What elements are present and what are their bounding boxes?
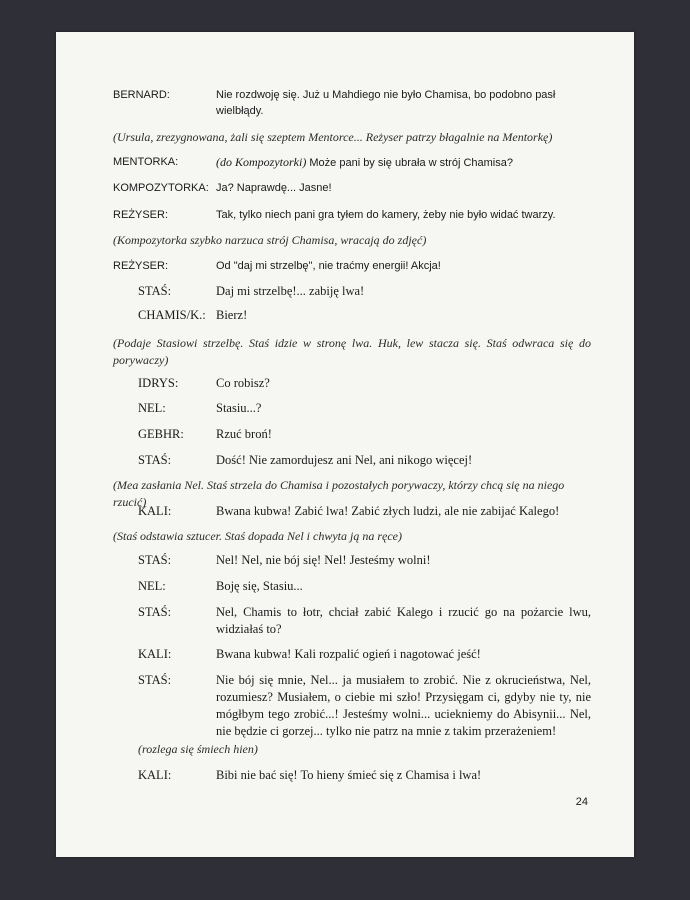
speaker-name: STAŚ: [138,284,172,298]
dialogue-text: Bwana kubwa! Kali rozpalić ogień i nagotować jeść! [216,647,481,661]
speaker-name: REŻYSER: [113,260,169,272]
stage-direction: (Kompozytorka szybko narzuca strój Chamisa, wracają do zdjęć) [113,233,427,247]
speaker-name: KOMPOZYTORKA: [113,182,209,194]
dialogue-text: Daj mi strzelbę!... zabiję lwa! [216,284,365,298]
speaker-name: STAŚ: [138,673,172,687]
stage-direction: (Staś odstawia sztucer. Staś dopada Nel i chwyta ją na ręce) [113,529,402,543]
speaker-name: CHAMIS/K.: [138,308,206,322]
speaker-name: BERNARD: [113,89,170,101]
speaker-name: REŻYSER: [113,209,169,221]
dialogue-text: Ja? Naprawdę... Jasne! [216,182,332,194]
dialogue-text: Nel, Chamis to łotr, chciał zabić Kalego i rzucić go na pożarcie lwu, widziałaś to? [216,605,591,636]
inline-direction: (do Kompozytorki) [216,155,307,169]
stage-direction: (Podaje Stasiowi strzelbę. Staś idzie w stronę lwa. Huk, lew stacza się. Staś odwraca się do porywaczy) [113,336,591,367]
dialogue-text: Rzuć broń! [216,427,272,441]
dialogue-text: Od "daj mi strzelbę", nie traćmy energii! Akcja! [216,260,441,272]
dialogue-text: Nie bój się mnie, Nel... ja musiałem to zrobić. Nie z okrucieństwa, Nel, rozumiesz? Musiałem, o ciebie mi szło! Przysięgam ci, gdyby nie ty, nie mógłbym tego zrobić...! Jesteśmy wolni... uciekniemy do Abisynii... Nel, nie będzie ci gorzej... tylko nie patrz na mnie z takim przerażeniem! [216,673,591,738]
dialogue-text: Dość! Nie zamordujesz ani Nel, ani nikogo więcej! [216,453,473,467]
stage-direction: (rozlega się śmiech hien) [138,742,258,756]
stage-direction: (Mea zasłania Nel. Staś strzela do Chamisa i pozostałych porywaczy, którzy chcą się na niego rzucić) [113,478,565,509]
dialogue-text: Bwana kubwa! Zabić lwa! Zabić złych ludzi, ale nie zabijać Kalego! [216,504,560,518]
speaker-name: STAŚ: [138,453,172,467]
dialogue-text [216,154,591,171]
speaker-name: GEBHR: [138,427,184,441]
speaker-name: MENTORKA: [113,156,179,168]
dialogue-text: Tak, tylko niech pani gra tyłem do kamery, żeby nie było widać twarzy. [216,209,556,221]
speaker-name: KALI: [138,768,172,782]
stage-direction: (Ursula, zrezygnowana, żali się szeptem Mentorce... Reżyser patrzy błagalnie na Mentorkę) [113,130,553,144]
dialogue-text: Boję się, Stasiu... [216,579,303,593]
dialogue-text: Co robisz? [216,376,270,390]
dialogue-text: Bibi nie bać się! To hieny śmieć się z Chamisa i lwa! [216,768,482,782]
page-number: 24 [575,796,588,808]
dialogue-text: Nie rozdwoję się. Już u Mahdiego nie było Chamisa, bo podobno pasł wielbłądy. [216,89,556,117]
dialogue-text-body: Może pani by się ubrała w strój Chamisa? [306,157,513,169]
speaker-name: KALI: [138,647,172,661]
dialogue-text: Nel! Nel, nie bój się! Nel! Jesteśmy wolni! [216,553,431,567]
dialogue-text: Bierz! [216,308,248,322]
speaker-name: IDRYS: [138,376,179,390]
speaker-name: STAŚ: [138,553,172,567]
speaker-name: NEL: [138,401,166,415]
speaker-name: STAŚ: [138,605,172,619]
speaker-name: KALI: [138,504,172,518]
script-page [56,32,634,857]
dialogue-text: Stasiu...? [216,401,262,415]
speaker-name: NEL: [138,579,166,593]
